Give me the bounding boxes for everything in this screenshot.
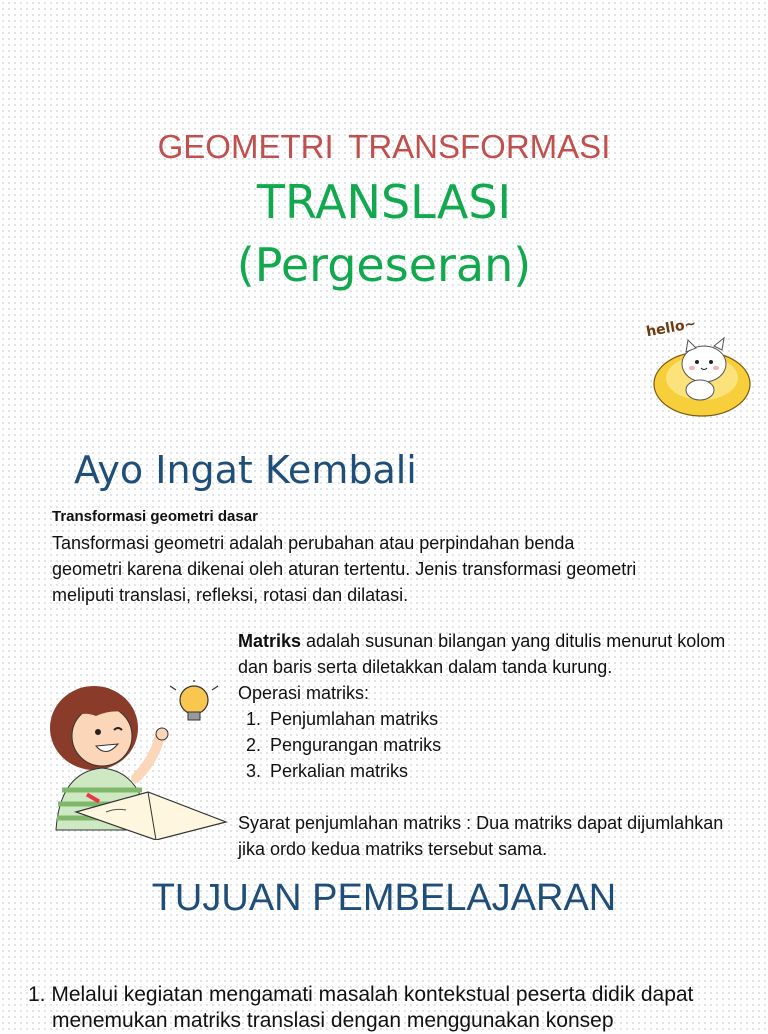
objectives-heading: TUJUAN PEMBELAJARAN: [151, 877, 617, 919]
subject-heading: GEOMETRI TRANSFORMASI: [157, 128, 611, 165]
review-heading: Ayo Ingat Kembali: [74, 448, 417, 492]
objectives-list: [28, 982, 768, 1034]
list-item: 1. Penjumlahan matriks: [266, 706, 738, 732]
page-title: TRANSLASI: [256, 175, 512, 229]
matrix-definition: [238, 628, 738, 680]
operations-list: [238, 706, 738, 784]
list-item: 1. Melalui kegiatan mengamati masalah kontekstual peserta didik dapat menemukan matriks translasi dengan menggunakan konsep: [28, 983, 694, 1032]
transform-title: Transformasi geometri dasar: [52, 508, 258, 525]
matrix-def-text: adalah susunan bilangan yang ditulis menurut kolom dan baris serta diletakkan dalam tanda kurung.: [238, 631, 726, 677]
sticker-text: hello~: [644, 315, 698, 341]
matrix-term: Matriks: [238, 631, 302, 651]
list-item: 3. Perkalian matriks: [266, 758, 738, 784]
girl-illustration: [36, 680, 232, 840]
list-item: 2. Pengurangan matriks: [266, 732, 738, 758]
requirement-text: Syarat penjumlahan matriks : Dua matriks dapat dijumlahkan jika ordo kedua matriks tersebut sama.: [238, 813, 724, 859]
transform-body: Tansformasi geometri adalah perubahan atau perpindahan benda geometri karena dikenai oleh aturan tertentu. Jenis transformasi geometri meliputi translasi, refleksi, rotasi dan dilatasi.: [52, 533, 637, 605]
girl-studying-lightbulb-icon: [36, 680, 232, 840]
cat-sticker: [640, 315, 756, 422]
page-subtitle: (Pergeseran): [236, 238, 532, 292]
matrix-section: [238, 628, 738, 862]
operations-label: Operasi matriks:: [238, 683, 370, 703]
